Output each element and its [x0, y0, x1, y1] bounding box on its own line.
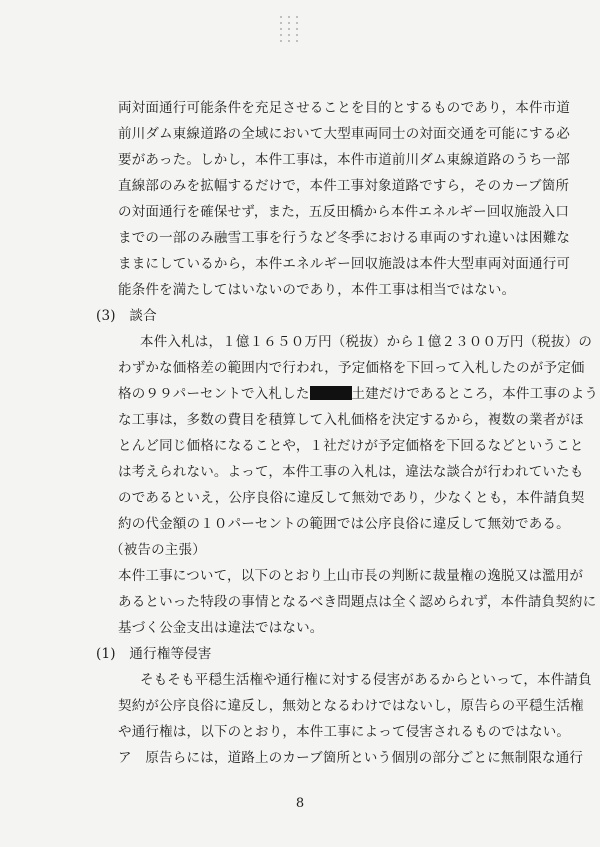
section-heading: (3) 談合 — [96, 308, 157, 324]
punch-holes-mark — [278, 14, 300, 44]
body-line: あるといった特段の事情となるべき問題点は全く認められず，本件請負契約に — [118, 594, 597, 610]
body-text-after-redaction: 土建だけであるところ，本件工事のよう — [351, 386, 599, 402]
body-line: わずかな価格差の範囲内で行われ，予定価格を下回って入札したのが予定価 — [118, 360, 585, 376]
body-line: 契約が公序良俗に違反し，無効となるわけではないし，原告らの平穏生活権 — [118, 698, 584, 714]
body-line-redacted — [118, 384, 598, 404]
body-line: までの一部のみ融雪工事を行うなど冬季における車両のすれ違いは困難な — [118, 230, 571, 246]
body-line: 基づく公金支出は違法ではない。 — [118, 620, 324, 636]
redaction-block — [310, 386, 352, 400]
body-line: な工事は，多数の費目を積算して入札価格を決定するから，複数の業者がほ — [118, 412, 584, 428]
body-line: や通行権は，以下のとおり，本件工事によって侵害されるものではない。 — [118, 724, 571, 740]
page-number: 8 — [295, 796, 305, 811]
body-line: ア 原告らには，道路上のカーブ箇所という個別の部分ごとに無制限な通行 — [118, 750, 584, 766]
body-line: の対面通行を確保せず，また，五反田橋から本件エネルギー回収施設入口 — [118, 204, 570, 220]
section-heading: (1) 通行権等侵害 — [96, 646, 212, 662]
body-line: 本件工事について，以下のとおり上山市長の判断に裁量権の逸脱又は濫用が — [118, 568, 584, 584]
section-heading: （被告の主張） — [110, 542, 206, 558]
body-line: 能条件を満たしてはいないのであり，本件工事は相当ではない。 — [118, 282, 516, 298]
body-line: のであるといえ，公序良俗に違反して無効であり，少なくとも，本件請負契 — [118, 490, 585, 506]
body-line: 約の代金額の１０パーセントの範囲では公序良俗に違反して無効である。 — [118, 516, 570, 532]
body-line: そもそも平穏生活権や通行権に対する侵害があるからといって，本件請負 — [140, 672, 592, 688]
body-line: 両対面通行可能条件を充足させることを目的とするものであり，本件市道 — [118, 100, 571, 116]
body-line: とんど同じ価格になることや，１社だけが予定価格を下回るなどということ — [118, 438, 584, 454]
body-line: ままにしているから，本件エネルギー回収施設は本件大型車両対面通行可 — [118, 256, 571, 272]
body-line: は考えられない。よって，本件工事の入札は，違法な談合が行われていたも — [118, 464, 584, 480]
body-line: 本件入札は，１億１６５０万円（税抜）から１億２３００万円（税抜）の — [140, 334, 593, 350]
body-line: 要があった。しかし，本件工事は，本件市道前川ダム東線道路のうち一部 — [118, 152, 570, 168]
body-line: 直線部のみを拡幅するだけで，本件工事対象道路ですら，そのカーブ箇所 — [118, 178, 570, 194]
body-line: 前川ダム東線道路の全域において大型車両同士の対面交通を可能にする必 — [118, 126, 571, 142]
body-text-before-redaction: 格の９９パーセントで入札した — [118, 386, 310, 402]
